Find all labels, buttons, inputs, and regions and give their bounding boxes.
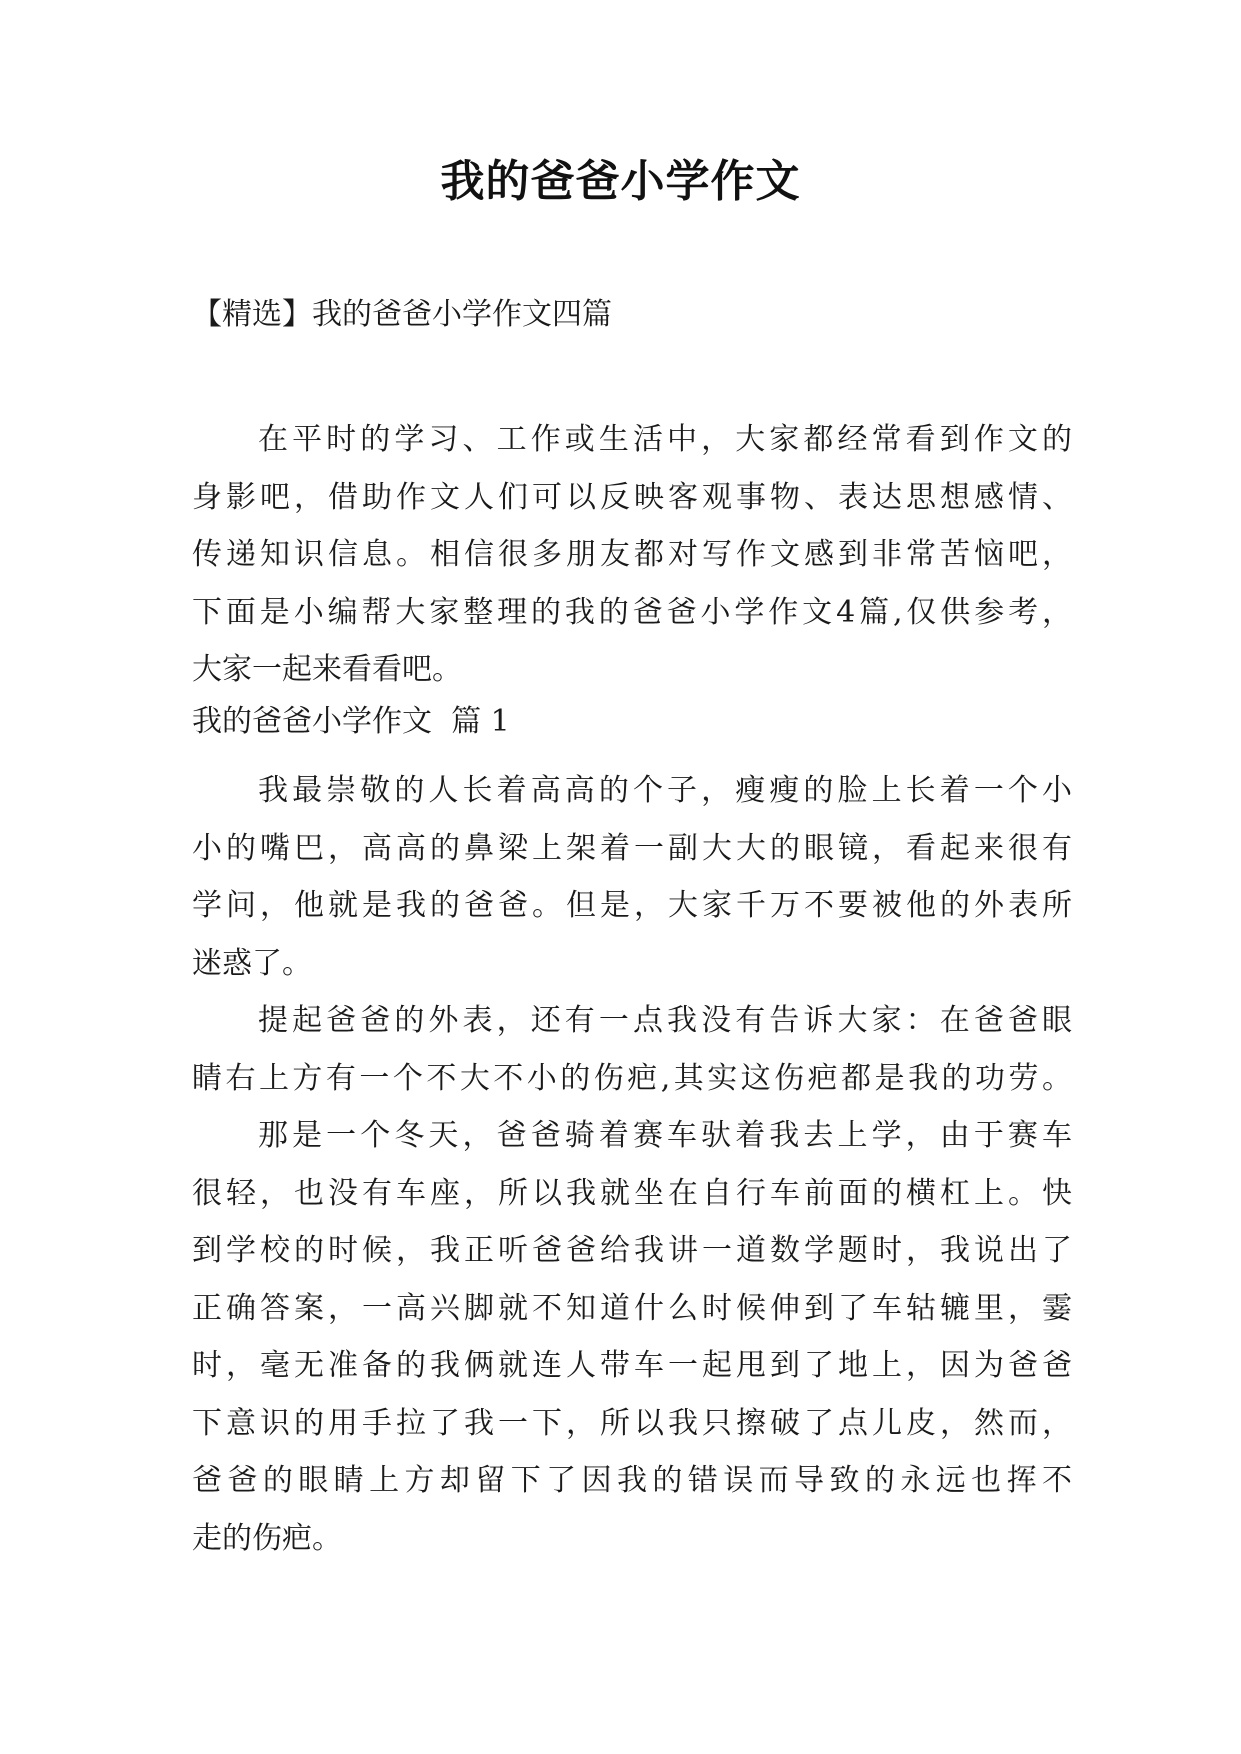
- paragraph-line: 睛右上方有一个不大不小的伤疤,其实这伤疤都是我的功劳。: [192, 1060, 1072, 1096]
- paragraph-line: 走的伤疤。: [192, 1520, 342, 1556]
- paragraph-line: 正确答案，一高兴脚就不知道什么时候伸到了车轱辘里，霎: [192, 1290, 1072, 1326]
- paragraph-line: 在平时的学习、工作或生活中，大家都经常看到作文的: [258, 422, 1072, 457]
- paragraph-line: 到学校的时候，我正听爸爸给我讲一道数学题时，我说出了: [192, 1233, 1072, 1268]
- document-subtitle: 【精选】我的爸爸小学作文四篇: [192, 297, 612, 332]
- paragraph-line: 身影吧，借助作文人们可以反映客观事物、表达思想感情、: [192, 479, 1072, 515]
- intro-paragraph: [192, 411, 1072, 699]
- paragraph-line: 传递知识信息。相信很多朋友都对写作文感到非常苦恼吧，: [192, 537, 1072, 572]
- paragraph-line: 学问，他就是我的爸爸。但是，大家千万不要被他的外表所: [192, 888, 1072, 923]
- paragraph-line: 我最崇敬的人长着高高的个子，瘦瘦的脸上长着一个小: [258, 773, 1072, 808]
- paragraph-line: 迷惑了。: [192, 945, 312, 981]
- paragraph-line: 那是一个冬天，爸爸骑着赛车驮着我去上学，由于赛车: [258, 1118, 1072, 1153]
- paragraph-line: 提起爸爸的外表，还有一点我没有告诉大家：在爸爸眼: [258, 1003, 1072, 1038]
- paragraph-line: 时，毫无准备的我俩就连人带车一起甩到了地上，因为爸爸: [192, 1348, 1072, 1383]
- paragraph-line: 下面是小编帮大家整理的我的爸爸小学作文4篇,仅供参考，: [192, 594, 1072, 630]
- paragraph-line: 下意识的用手拉了我一下，所以我只擦破了点儿皮，然而，: [192, 1405, 1072, 1441]
- section-heading: 我的爸爸小学作文 篇 1: [192, 704, 510, 739]
- document-title: 我的爸爸小学作文: [440, 156, 801, 207]
- paragraph-line: 爸爸的眼睛上方却留下了因我的错误而导致的永远也挥不: [192, 1463, 1072, 1498]
- paragraph-line: 小的嘴巴，高高的鼻梁上架着一副大大的眼镜，看起来很有: [192, 830, 1072, 866]
- paragraph-line: 很轻，也没有车座，所以我就坐在自行车前面的横杠上。快: [192, 1175, 1072, 1211]
- paragraph-line: 大家一起来看看吧。: [192, 652, 462, 687]
- essay-body: [192, 762, 1072, 1567]
